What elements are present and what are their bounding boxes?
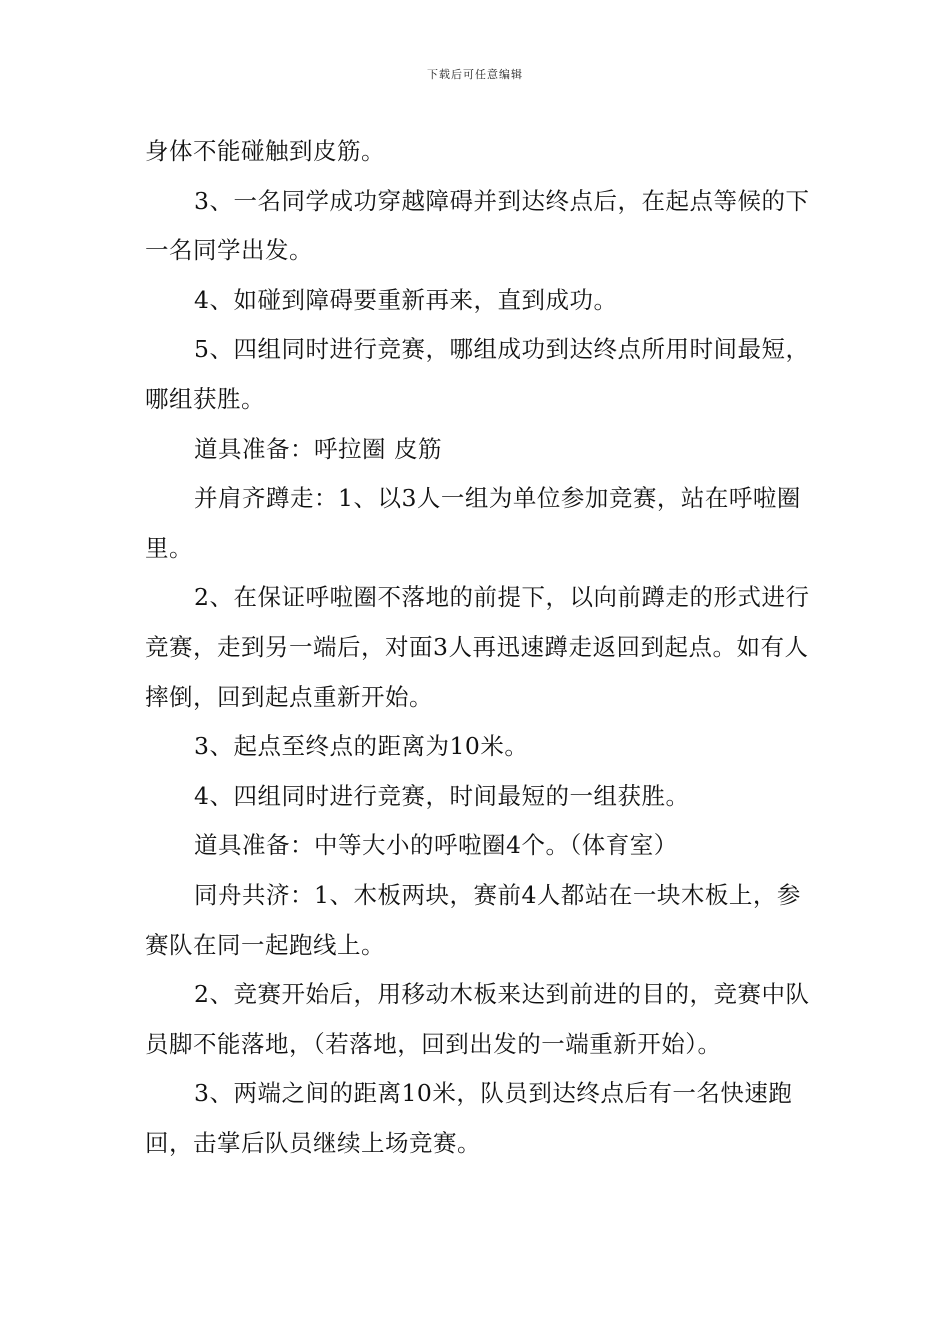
paragraph-13: 3、两端之间的距离10米，队员到达终点后有一名快速跑回，击掌后队员继续上场竞赛。 <box>145 1079 793 1157</box>
page-header-note: 下载后可任意编辑 <box>427 68 523 81</box>
paragraph-1: 身体不能碰触到皮筋。 <box>145 137 385 165</box>
paragraph-3: 4、如碰到障碍要重新再来，直到成功。 <box>194 285 618 314</box>
paragraph-11: 同舟共济：1、木板两块，赛前4人都站在一块木板上，参赛队在同一起跑线上。 <box>145 880 801 959</box>
paragraph-6: 并肩齐蹲走：1、以3人一组为单位参加竞赛，站在呼啦圈里。 <box>145 484 801 562</box>
document-body <box>145 127 815 1168</box>
paragraph-7: 2、在保证呼啦圈不落地的前提下，以向前蹲走的形式进行竞赛，走到另一端后，对面3人再迅速蹲走返回到起点。如有人摔倒，回到起点重新开始。 <box>145 583 810 711</box>
paragraph-8: 3、起点至终点的距离为10米。 <box>194 732 529 761</box>
paragraph-12: 2、竞赛开始后，用移动木板来达到前进的目的，竞赛中队员脚不能落地，（若落地，回到出发的一端重新开始）。 <box>145 980 810 1058</box>
paragraph-2: 3、一名同学成功穿越障碍并到达终点后，在起点等候的下一名同学出发。 <box>145 186 810 265</box>
paragraph-10: 道具准备：中等大小的呼啦圈4个。（体育室） <box>194 831 678 860</box>
paragraph-9: 4、四组同时进行竞赛，时间最短的一组获胜。 <box>194 781 690 810</box>
paragraph-5: 道具准备：呼拉圈 皮筋 <box>194 434 442 463</box>
paragraph-4: 5、四组同时进行竞赛，哪组成功到达终点所用时间最短，哪组获胜。 <box>145 335 810 413</box>
